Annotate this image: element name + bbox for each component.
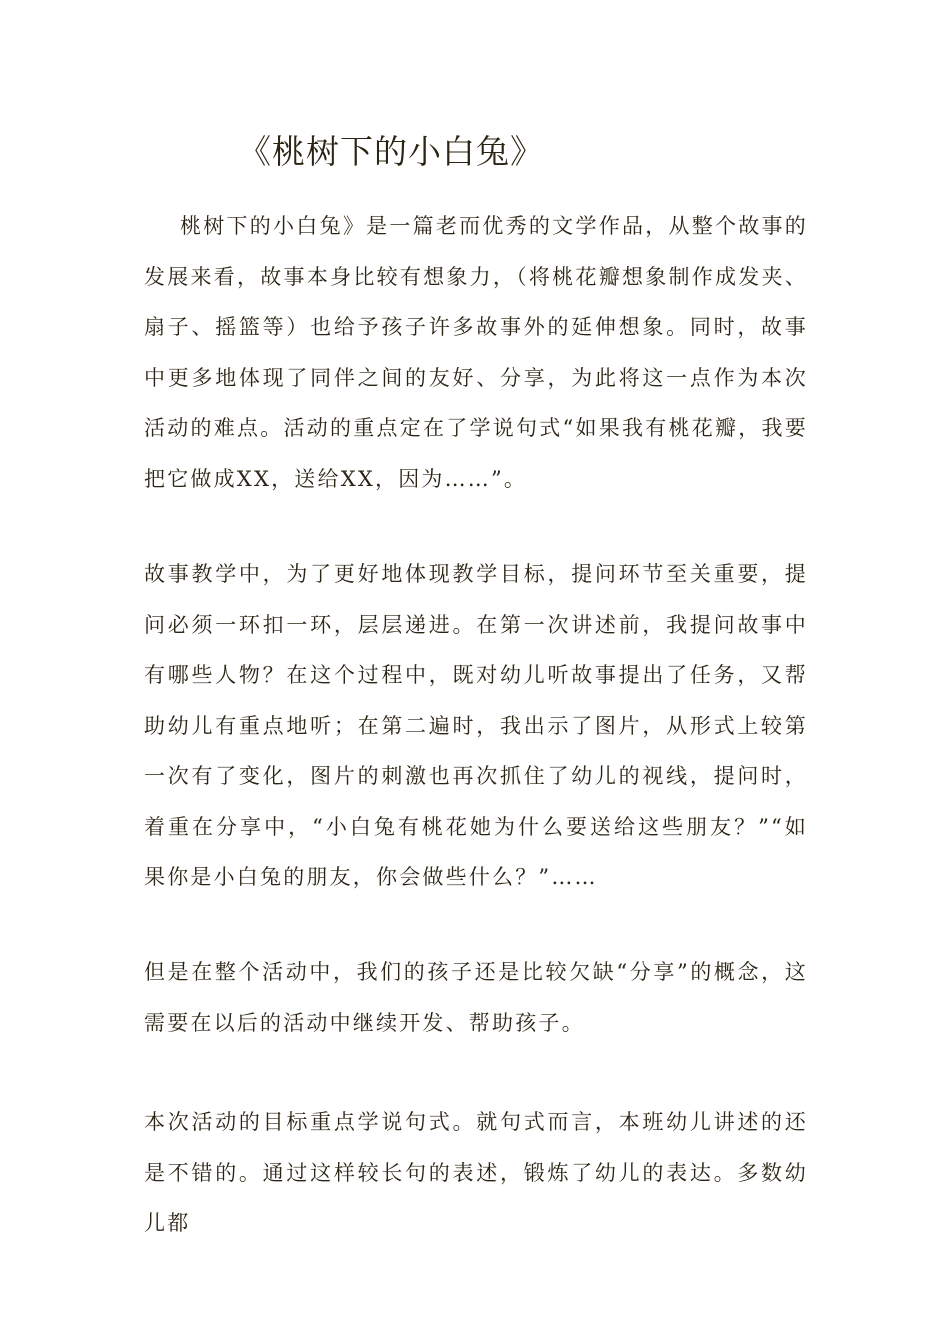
paragraph-questioning: 故事教学中，为了更好地体现教学目标，提问环节至关重要，提问必须一环扣一环，层层递进。在第一次讲述前，我提问故事中有哪些人物？在这个过程中，既对幼儿听故事提出了任务，又帮助幼儿有重点地听；在第二遍时，我出示了图片，从形式上较第一次有了变化，图片的刺激也再次抓住了幼儿的视线，提问时，着重在分享中，“小白兔有桃花她为什么要送给这些朋友？”“如果你是小白兔的朋友，你会做些什么？”…… bbox=[144, 562, 808, 889]
paragraph-intro: 桃树下的小白兔》是一篇老而优秀的文学作品，从整个故事的发展来看，故事本身比较有想象力，（将桃花瓣想象制作成发夹、扇子、摇篮等）也给予孩子许多故事外的延伸想象。同时，故事中更多地体现了同伴之间的友好、分享，为此将这一点作为本次活动的难点。活动的重点定在了学说句式“如果我有桃花瓣，我要把它做成XX，送给XX，因为……”。 bbox=[144, 214, 808, 491]
paragraph-sharing: 但是在整个活动中，我们的孩子还是比较欠缺“分享”的概念，这需要在以后的活动中继续开发、帮助孩子。 bbox=[144, 960, 808, 1035]
paragraph-goal: 本次活动的目标重点学说句式。就句式而言，本班幼儿讲述的还是不错的。通过这样较长句的表述，锻炼了幼儿的表达。多数幼儿都 bbox=[144, 1110, 808, 1235]
document-title: 《桃树下的小白兔》 bbox=[238, 132, 544, 171]
